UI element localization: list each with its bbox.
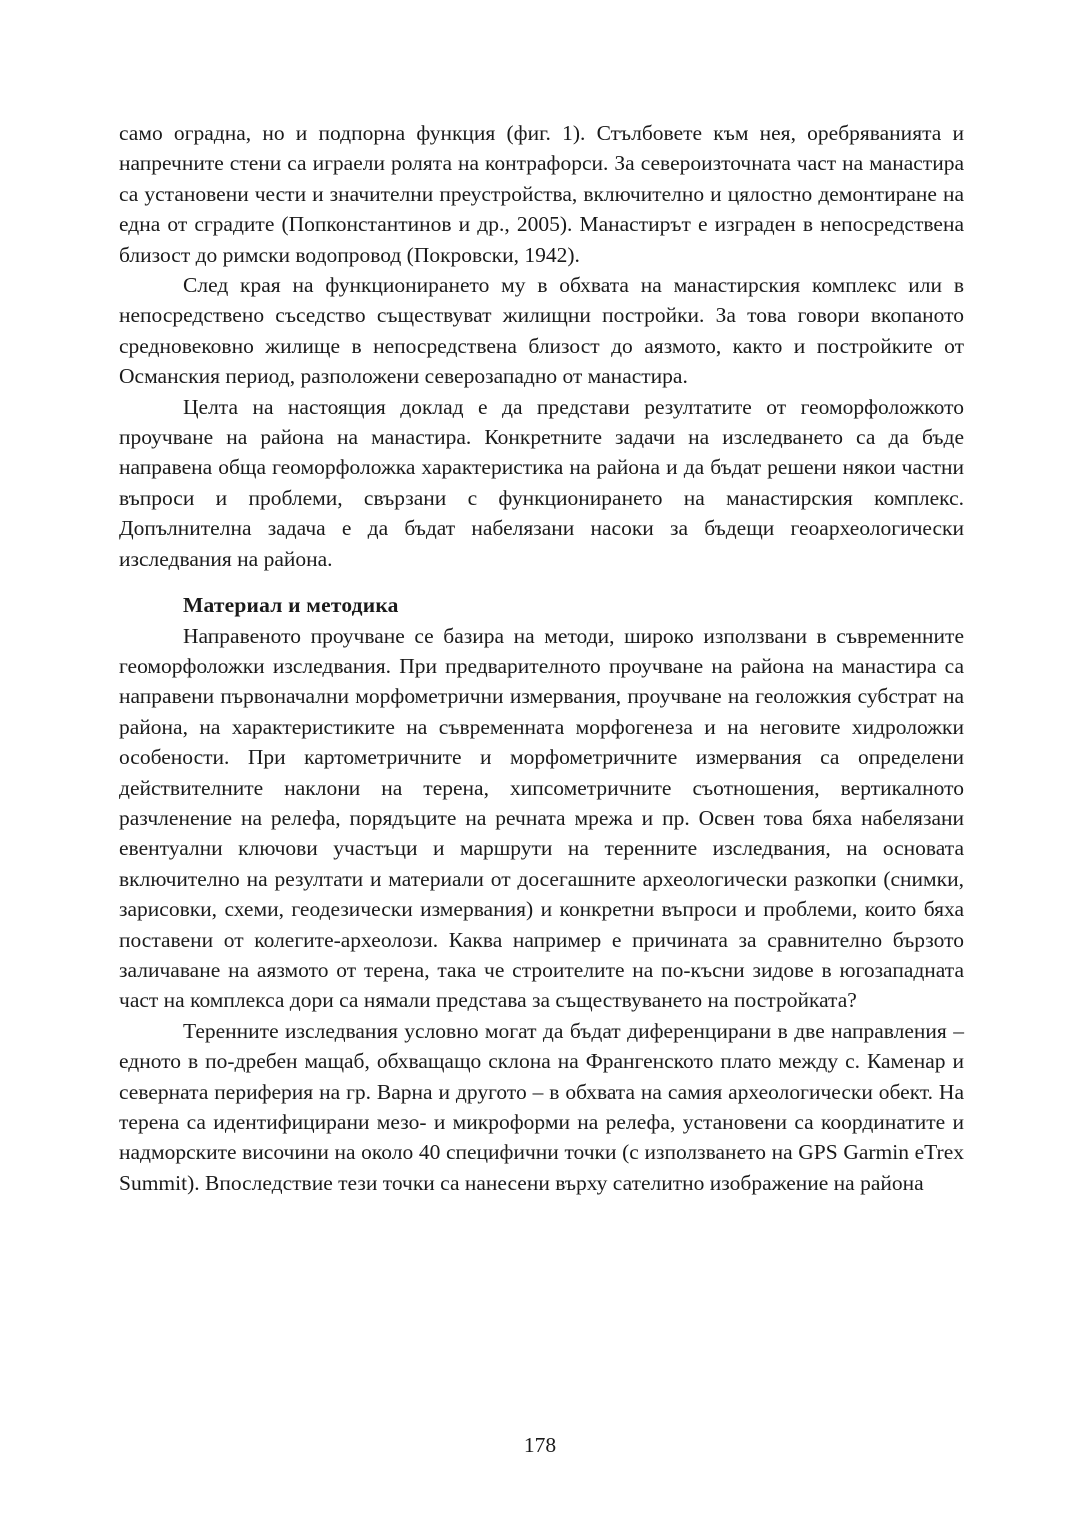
- paragraph-methods: Направеното проучване се базира на методи, широко използвани в съвременните геоморфоложки изследвания. При предварителното проучване на района на манастира са направени първоначални морфометрични измервания, проучване на геоложкия субстрат на района, на характеристиките на съвременната морфогенеза и на неговите хидроложки особености. При картометричните и морфометричните измервания са определени действителните наклони на терена, хипсометричните съотношения, вертикалното разчленение на релефа, порядъците на речната мрежа и пр. Освен това бяха набелязани евентуални ключови участъци и маршрути на теренните изследвания, на основата включително на резултати и материали от досегашните археологически разкопки (снимки, зарисовки, схеми, геодезически измервания) и конкретни въпроси и проблеми, които бяха поставени от колегите-археолози. Каква например е причината за сравнително бързото заличаване на аязмото от терена, така че строителите на по-късни зидове в югозападната част на комплекса дори са нямали представа за съществуването на постройката?: [119, 623, 964, 1013]
- paragraph-settlements: След края на функционирането му в обхвата на манастирския комплекс или в непосредствено съседство съществуват жилищни постройки. За това говори вкопаното средновековно жилище в непосредствена близост до аязмото, както и постройките от Османския период, разположени северозападно от манастира.: [119, 273, 964, 389]
- paragraph-aim: Целта на настоящия доклад е да представи резултатите от геоморфоложкото проучване на района на манастира. Конкретните задачи на изследването са да бъде направена обща геоморфоложка характеристика на района и да бъдат решени някои частни въпроси и проблеми, свързани с функционирането на манастирския комплекс. Допълнителна задача е да бъдат набелязани насоки за бъдещи геоархеологически изследвания на района.: [119, 394, 964, 571]
- section-heading: Материал и методика: [183, 593, 399, 618]
- paragraph-continuation: само оградна, но и подпорна функция (фиг. 1). Стълбовете към нея, оребряванията и напречните стени са играели ролята на контрафорси. За североизточната част на манастира са установени чести и значителни преустройства, включително и цялостно демонтиране на една от сградите (Попконстантинов и др., 2005). Манастирът е изграден в непосредствена близост до римски водопровод (Покровски, 1942).: [119, 121, 964, 267]
- paragraph-fieldwork: Теренните изследвания условно могат да бъдат диференцирани в две направления – едното в по-дребен мащаб, обхващащо склона на Франгенското плато между с. Каменар и северната периферия на гр. Варна и другото – в обхвата на самия археологически обект. На терена са идентифицирани мезо- и микроформи на релефа, установени са координатите и надморските височини на около 40 специфични точки (с използването на GPS Garmin eTrex Summit). Впоследствие тези точки са нанесени върху сателитно изображение на района: [119, 1018, 964, 1195]
- page-body: [119, 118, 964, 1198]
- page-number: 178: [523, 1433, 557, 1457]
